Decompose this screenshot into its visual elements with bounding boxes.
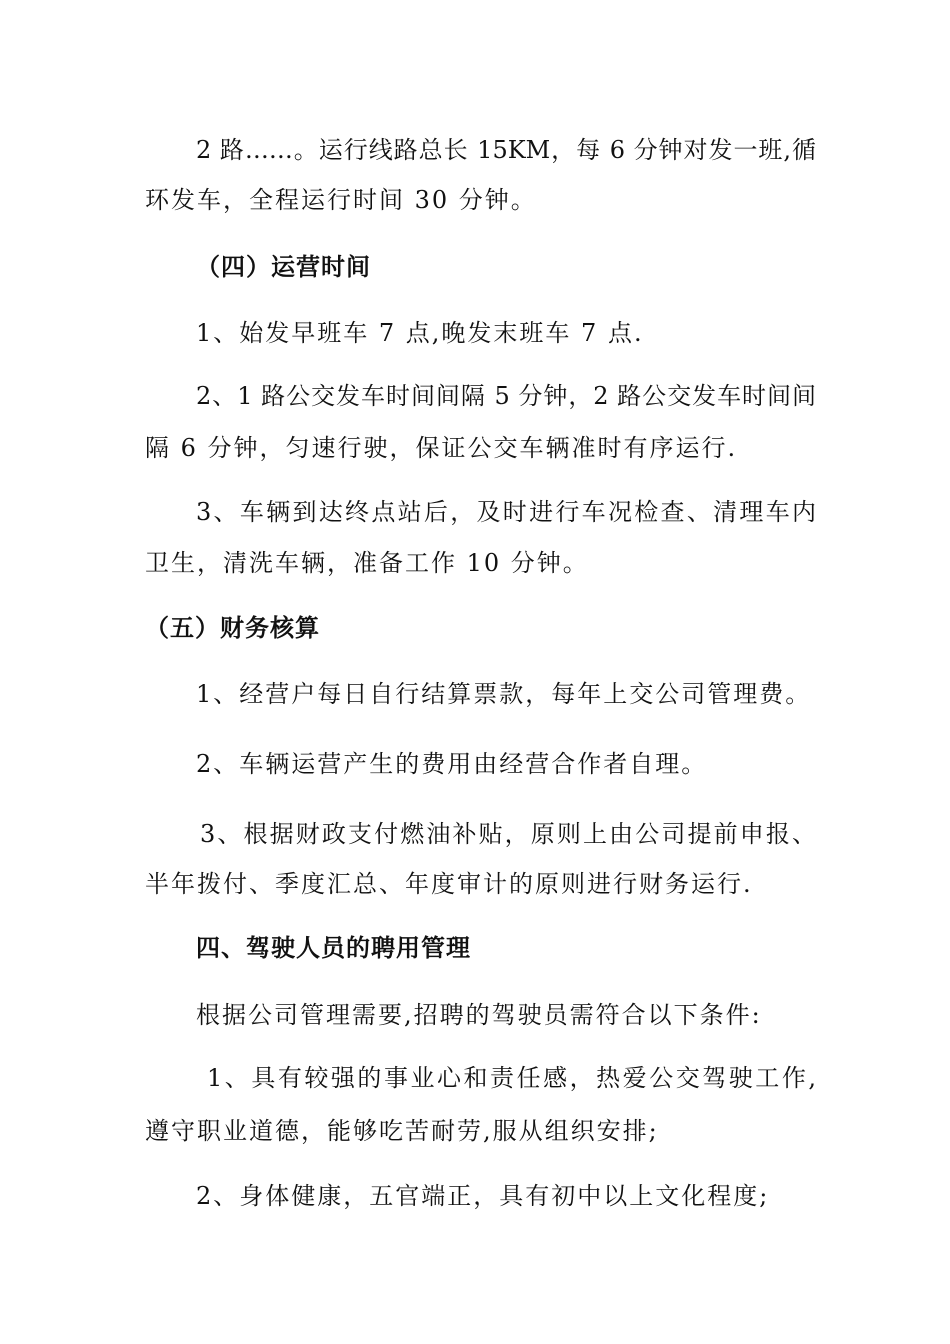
paragraph-line: 2 路……。运行线路总长 15KM，每 6 分钟对发一班,循: [196, 136, 816, 164]
paragraph-line: 根据公司管理需要,招聘的驾驶员需符合以下条件:: [196, 1001, 762, 1029]
paragraph-line: 3、车辆到达终点站后，及时进行车况检查、清理车内: [196, 498, 816, 526]
paragraph-line: 1、具有较强的事业心和责任感，热爱公交驾驶工作,: [207, 1064, 816, 1092]
paragraph-line: 隔 6 分钟，匀速行驶，保证公交车辆准时有序运行.: [145, 434, 738, 462]
paragraph-line: 半年拨付、季度汇总、年度审计的原则进行财务运行.: [145, 870, 753, 898]
paragraph-line: 环发车，全程运行时间 30 分钟。: [145, 186, 537, 214]
paragraph-line: 1、始发早班车 7 点,晚发末班车 7 点.: [196, 319, 644, 347]
paragraph-line: 1、经营户每日自行结算票款，每年上交公司管理费。: [196, 680, 812, 708]
paragraph-line: 3、根据财政支付燃油补贴，原则上由公司提前申报、: [200, 820, 816, 848]
paragraph-line: 2、身体健康，五官端正，具有初中以上文化程度;: [196, 1182, 770, 1210]
section-heading: 四、驾驶人员的聘用管理: [196, 934, 471, 962]
paragraph-line: 2、1 路公交发车时间间隔 5 分钟，2 路公交发车时间间: [196, 382, 816, 410]
paragraph-line: 卫生，清洗车辆，准备工作 10 分钟。: [145, 549, 589, 577]
paragraph-line: 遵守职业道德，能够吃苦耐劳,服从组织安排;: [145, 1117, 659, 1145]
section-heading: （五）财务核算: [145, 614, 320, 642]
section-heading: （四）运营时间: [196, 253, 371, 281]
paragraph-line: 2、车辆运营产生的费用由经营合作者自理。: [196, 750, 708, 778]
